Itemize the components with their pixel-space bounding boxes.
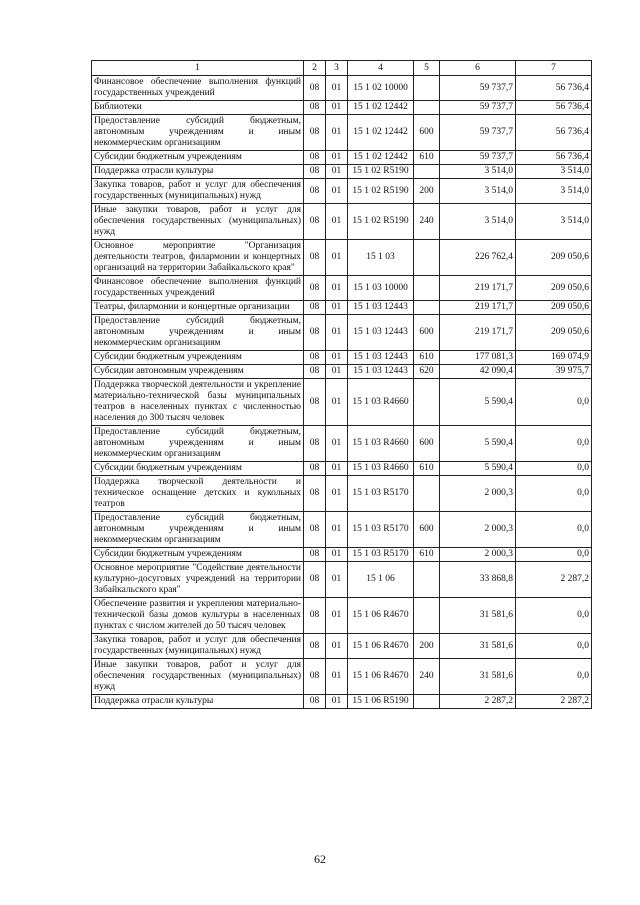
table-row xyxy=(92,462,592,476)
page-number: 62 xyxy=(314,852,326,866)
row-name-cell: Иные закупки товаров, работ и услуг для обеспечения государственных (муниципальных) нужд xyxy=(92,204,304,240)
expense-type-cell xyxy=(414,240,440,276)
subsection-code-cell: 01 xyxy=(326,548,348,562)
target-article-cell: 15 1 03 R4660 xyxy=(348,379,414,426)
amount-year1-cell: 3 514,0 xyxy=(440,165,516,179)
table-row xyxy=(92,151,592,165)
expense-type-cell: 610 xyxy=(414,351,440,365)
subsection-code-cell: 01 xyxy=(326,165,348,179)
row-name-cell: Закупка товаров, работ и услуг для обеспечения государственных (муниципальных) нужд xyxy=(92,634,304,659)
subsection-code-cell: 01 xyxy=(326,634,348,659)
amount-year1-cell: 5 590,4 xyxy=(440,426,516,462)
expense-type-cell: 600 xyxy=(414,426,440,462)
section-code-cell: 08 xyxy=(304,115,326,151)
row-name-cell: Основное мероприятие "Содействие деятельности культурно-досуговых учреждений на территории Забайкальского края" xyxy=(92,562,304,598)
expense-type-cell xyxy=(414,76,440,101)
row-name-cell: Предоставление субсидий бюджетным, автономным учреждениям и иным некоммерческим организациям xyxy=(92,115,304,151)
expense-type-cell xyxy=(414,101,440,115)
expense-type-cell: 620 xyxy=(414,365,440,379)
amount-year1-cell: 59 737,7 xyxy=(440,115,516,151)
amount-year1-cell: 2 000,3 xyxy=(440,512,516,548)
table-row xyxy=(92,240,592,276)
section-code-cell: 08 xyxy=(304,512,326,548)
amount-year2-cell: 3 514,0 xyxy=(516,179,592,204)
expense-type-cell: 240 xyxy=(414,659,440,695)
table-row xyxy=(92,351,592,365)
section-code-cell: 08 xyxy=(304,101,326,115)
column-header: 4 xyxy=(348,61,414,76)
table-row xyxy=(92,204,592,240)
amount-year2-cell: 169 074,9 xyxy=(516,351,592,365)
table-row xyxy=(92,76,592,101)
subsection-code-cell: 01 xyxy=(326,512,348,548)
row-name-cell: Субсидии бюджетным учреждениям xyxy=(92,351,304,365)
amount-year1-cell: 42 090,4 xyxy=(440,365,516,379)
section-code-cell: 08 xyxy=(304,351,326,365)
section-code-cell: 08 xyxy=(304,598,326,634)
target-article-cell: 15 1 03 12443 xyxy=(348,301,414,315)
subsection-code-cell: 01 xyxy=(326,695,348,709)
subsection-code-cell: 01 xyxy=(326,462,348,476)
amount-year1-cell: 5 590,4 xyxy=(440,379,516,426)
subsection-code-cell: 01 xyxy=(326,351,348,365)
amount-year2-cell: 209 050,6 xyxy=(516,301,592,315)
expense-type-cell: 600 xyxy=(414,115,440,151)
amount-year1-cell: 31 581,6 xyxy=(440,659,516,695)
amount-year1-cell: 2 000,3 xyxy=(440,548,516,562)
table-row xyxy=(92,365,592,379)
amount-year2-cell: 0,0 xyxy=(516,548,592,562)
target-article-cell: 15 1 03 R5170 xyxy=(348,548,414,562)
target-article-cell: 15 1 03 R5170 xyxy=(348,512,414,548)
amount-year1-cell: 219 171,7 xyxy=(440,276,516,301)
section-code-cell: 08 xyxy=(304,695,326,709)
section-code-cell: 08 xyxy=(304,301,326,315)
amount-year1-cell: 59 737,7 xyxy=(440,76,516,101)
table-row xyxy=(92,512,592,548)
subsection-code-cell: 01 xyxy=(326,240,348,276)
section-code-cell: 08 xyxy=(304,476,326,512)
row-name-cell: Поддержка отрасли культуры xyxy=(92,695,304,709)
target-article-cell: 15 1 03 12443 xyxy=(348,315,414,351)
expense-type-cell xyxy=(414,562,440,598)
row-name-cell: Субсидии бюджетным учреждениям xyxy=(92,548,304,562)
table-row xyxy=(92,548,592,562)
subsection-code-cell: 01 xyxy=(326,426,348,462)
subsection-code-cell: 01 xyxy=(326,315,348,351)
section-code-cell: 08 xyxy=(304,276,326,301)
subsection-code-cell: 01 xyxy=(326,204,348,240)
section-code-cell: 08 xyxy=(304,76,326,101)
column-header: 3 xyxy=(326,61,348,76)
section-code-cell: 08 xyxy=(304,240,326,276)
table-row xyxy=(92,476,592,512)
target-article-cell: 15 1 06 xyxy=(348,562,414,598)
subsection-code-cell: 01 xyxy=(326,76,348,101)
amount-year2-cell: 0,0 xyxy=(516,598,592,634)
amount-year1-cell: 33 868,8 xyxy=(440,562,516,598)
target-article-cell: 15 1 03 10000 xyxy=(348,276,414,301)
amount-year2-cell: 0,0 xyxy=(516,512,592,548)
amount-year1-cell: 59 737,7 xyxy=(440,101,516,115)
amount-year1-cell: 177 081,3 xyxy=(440,351,516,365)
row-name-cell: Обеспечение развития и укрепления материально-технической базы домов культуры в населенных пунктах с числом жителей до 50 тысяч человек xyxy=(92,598,304,634)
target-article-cell: 15 1 06 R4670 xyxy=(348,634,414,659)
section-code-cell: 08 xyxy=(304,365,326,379)
section-code-cell: 08 xyxy=(304,179,326,204)
amount-year2-cell: 3 514,0 xyxy=(516,165,592,179)
amount-year2-cell: 0,0 xyxy=(516,659,592,695)
target-article-cell: 15 1 02 12442 xyxy=(348,151,414,165)
table-row xyxy=(92,562,592,598)
section-code-cell: 08 xyxy=(304,659,326,695)
row-name-cell: Предоставление субсидий бюджетным, автономным учреждениям и иным некоммерческим организациям xyxy=(92,315,304,351)
expense-type-cell xyxy=(414,276,440,301)
amount-year2-cell: 56 736,4 xyxy=(516,151,592,165)
amount-year1-cell: 2 000,3 xyxy=(440,476,516,512)
row-name-cell: Иные закупки товаров, работ и услуг для обеспечения государственных (муниципальных) нужд xyxy=(92,659,304,695)
column-header: 6 xyxy=(440,61,516,76)
subsection-code-cell: 01 xyxy=(326,179,348,204)
column-header: 1 xyxy=(92,61,304,76)
expense-type-cell: 200 xyxy=(414,634,440,659)
table-row xyxy=(92,379,592,426)
expense-type-cell: 200 xyxy=(414,179,440,204)
section-code-cell: 08 xyxy=(304,634,326,659)
section-code-cell: 08 xyxy=(304,151,326,165)
table-row xyxy=(92,101,592,115)
target-article-cell: 15 1 02 R5190 xyxy=(348,204,414,240)
row-name-cell: Поддержка творческой деятельности и техническое оснащение детских и кукольных театров xyxy=(92,476,304,512)
subsection-code-cell: 01 xyxy=(326,476,348,512)
target-article-cell: 15 1 06 R4670 xyxy=(348,598,414,634)
target-article-cell: 15 1 03 R5170 xyxy=(348,476,414,512)
amount-year2-cell: 0,0 xyxy=(516,379,592,426)
amount-year1-cell: 3 514,0 xyxy=(440,204,516,240)
table-row xyxy=(92,695,592,709)
subsection-code-cell: 01 xyxy=(326,151,348,165)
expense-type-cell xyxy=(414,476,440,512)
section-code-cell: 08 xyxy=(304,562,326,598)
amount-year2-cell: 2 287,2 xyxy=(516,695,592,709)
row-name-cell: Основное мероприятие "Организация деятельности театров, филармонии и концертных организаций на территории Забайкальского края" xyxy=(92,240,304,276)
table-row xyxy=(92,426,592,462)
expense-type-cell xyxy=(414,695,440,709)
row-name-cell: Финансовое обеспечение выполнения функций государственных учреждений xyxy=(92,76,304,101)
target-article-cell: 15 1 02 12442 xyxy=(348,101,414,115)
target-article-cell: 15 1 03 12443 xyxy=(348,365,414,379)
expense-type-cell: 610 xyxy=(414,462,440,476)
subsection-code-cell: 01 xyxy=(326,379,348,426)
row-name-cell: Библиотеки xyxy=(92,101,304,115)
amount-year2-cell: 209 050,6 xyxy=(516,276,592,301)
amount-year1-cell: 31 581,6 xyxy=(440,634,516,659)
row-name-cell: Закупка товаров, работ и услуг для обеспечения государственных (муниципальных) нужд xyxy=(92,179,304,204)
amount-year2-cell: 0,0 xyxy=(516,476,592,512)
table-row xyxy=(92,315,592,351)
table-row xyxy=(92,301,592,315)
expense-type-cell: 600 xyxy=(414,315,440,351)
section-code-cell: 08 xyxy=(304,462,326,476)
target-article-cell: 15 1 02 10000 xyxy=(348,76,414,101)
amount-year2-cell: 3 514,0 xyxy=(516,204,592,240)
target-article-cell: 15 1 06 R4670 xyxy=(348,659,414,695)
amount-year1-cell: 5 590,4 xyxy=(440,462,516,476)
subsection-code-cell: 01 xyxy=(326,276,348,301)
row-name-cell: Предоставление субсидий бюджетным, автономным учреждениям и иным некоммерческим организациям xyxy=(92,512,304,548)
target-article-cell: 15 1 02 R5190 xyxy=(348,165,414,179)
amount-year1-cell: 31 581,6 xyxy=(440,598,516,634)
amount-year1-cell: 219 171,7 xyxy=(440,315,516,351)
column-header: 7 xyxy=(516,61,592,76)
column-header: 5 xyxy=(414,61,440,76)
target-article-cell: 15 1 03 xyxy=(348,240,414,276)
amount-year2-cell: 56 736,4 xyxy=(516,76,592,101)
amount-year2-cell: 56 736,4 xyxy=(516,101,592,115)
expense-type-cell xyxy=(414,598,440,634)
column-header: 2 xyxy=(304,61,326,76)
table-row xyxy=(92,179,592,204)
row-name-cell: Театры, филармонии и концертные организации xyxy=(92,301,304,315)
target-article-cell: 15 1 03 12443 xyxy=(348,351,414,365)
section-code-cell: 08 xyxy=(304,165,326,179)
subsection-code-cell: 01 xyxy=(326,101,348,115)
subsection-code-cell: 01 xyxy=(326,365,348,379)
expense-type-cell: 600 xyxy=(414,512,440,548)
row-name-cell: Предоставление субсидий бюджетным, автономным учреждениям и иным некоммерческим организациям xyxy=(92,426,304,462)
amount-year1-cell: 226 762,4 xyxy=(440,240,516,276)
expense-type-cell: 610 xyxy=(414,548,440,562)
amount-year1-cell: 59 737,7 xyxy=(440,151,516,165)
expense-type-cell: 240 xyxy=(414,204,440,240)
amount-year2-cell: 0,0 xyxy=(516,462,592,476)
table-header-row xyxy=(92,61,592,76)
subsection-code-cell: 01 xyxy=(326,598,348,634)
table-row xyxy=(92,115,592,151)
table-row xyxy=(92,276,592,301)
amount-year2-cell: 209 050,6 xyxy=(516,315,592,351)
table-row xyxy=(92,598,592,634)
table-row xyxy=(92,634,592,659)
budget-table xyxy=(91,60,592,709)
section-code-cell: 08 xyxy=(304,315,326,351)
subsection-code-cell: 01 xyxy=(326,659,348,695)
section-code-cell: 08 xyxy=(304,204,326,240)
section-code-cell: 08 xyxy=(304,379,326,426)
amount-year2-cell: 39 975,7 xyxy=(516,365,592,379)
amount-year2-cell: 0,0 xyxy=(516,426,592,462)
subsection-code-cell: 01 xyxy=(326,562,348,598)
section-code-cell: 08 xyxy=(304,548,326,562)
amount-year1-cell: 2 287,2 xyxy=(440,695,516,709)
target-article-cell: 15 1 02 12442 xyxy=(348,115,414,151)
row-name-cell: Финансовое обеспечение выполнения функций государственных учреждений xyxy=(92,276,304,301)
row-name-cell: Субсидии бюджетным учреждениям xyxy=(92,151,304,165)
expense-type-cell xyxy=(414,379,440,426)
row-name-cell: Поддержка творческой деятельности и укрепление материально-технической базы муниципальных театров в населенных пунктах с численностью населения до 300 тысяч человек xyxy=(92,379,304,426)
amount-year2-cell: 0,0 xyxy=(516,634,592,659)
table-body xyxy=(92,76,592,709)
row-name-cell: Поддержка отрасли культуры xyxy=(92,165,304,179)
target-article-cell: 15 1 03 R4660 xyxy=(348,426,414,462)
amount-year1-cell: 3 514,0 xyxy=(440,179,516,204)
subsection-code-cell: 01 xyxy=(326,115,348,151)
expense-type-cell xyxy=(414,165,440,179)
amount-year2-cell: 2 287,2 xyxy=(516,562,592,598)
amount-year2-cell: 56 736,4 xyxy=(516,115,592,151)
row-name-cell: Субсидии автономным учреждениям xyxy=(92,365,304,379)
expense-type-cell: 610 xyxy=(414,151,440,165)
expense-type-cell xyxy=(414,301,440,315)
amount-year2-cell: 209 050,6 xyxy=(516,240,592,276)
target-article-cell: 15 1 03 R4660 xyxy=(348,462,414,476)
table-row xyxy=(92,659,592,695)
subsection-code-cell: 01 xyxy=(326,301,348,315)
section-code-cell: 08 xyxy=(304,426,326,462)
target-article-cell: 15 1 02 R5190 xyxy=(348,179,414,204)
row-name-cell: Субсидии бюджетным учреждениям xyxy=(92,462,304,476)
target-article-cell: 15 1 06 R5190 xyxy=(348,695,414,709)
amount-year1-cell: 219 171,7 xyxy=(440,301,516,315)
table-row xyxy=(92,165,592,179)
